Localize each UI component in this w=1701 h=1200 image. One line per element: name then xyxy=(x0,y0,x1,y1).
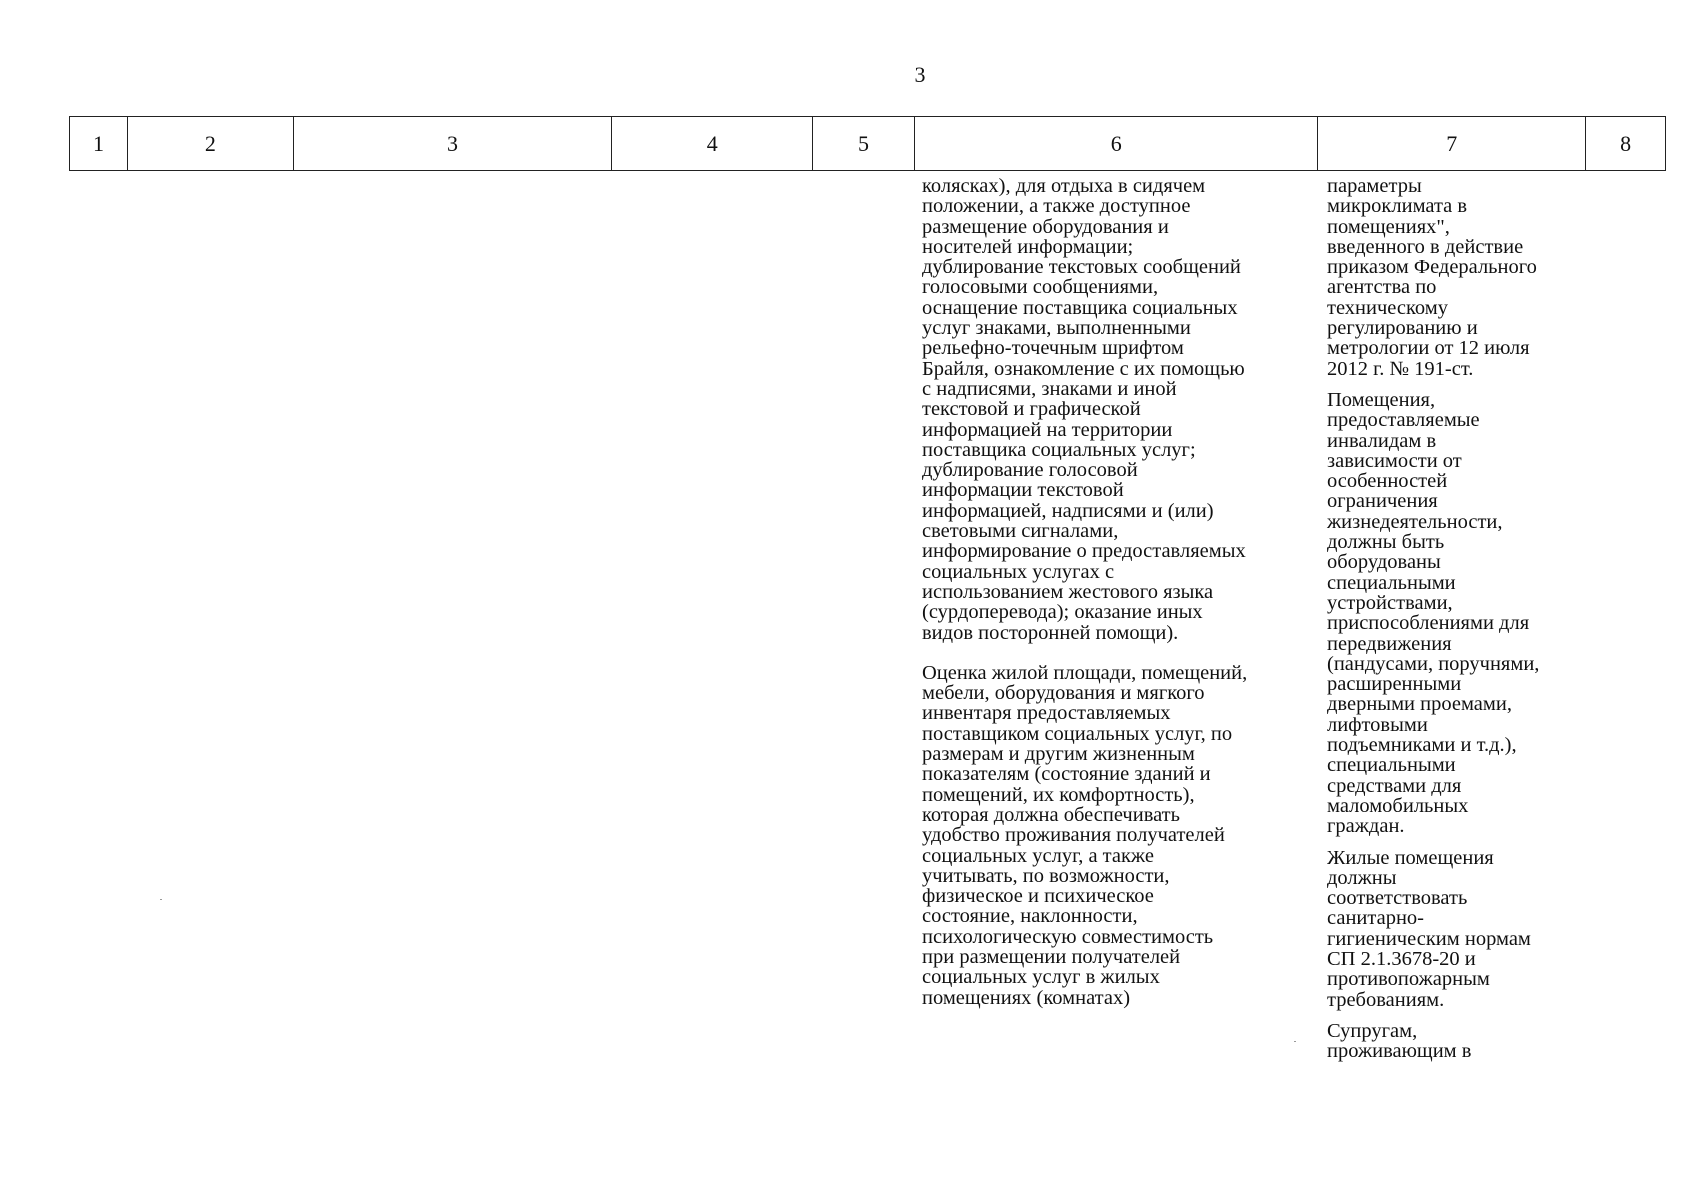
text-line: ограничения xyxy=(1327,490,1438,513)
text-line: метрологии от 12 июля xyxy=(1327,337,1530,360)
text-line: подъемниками и т.д.), xyxy=(1327,734,1517,757)
text-line: состояние, наклонности, xyxy=(922,905,1138,928)
text-line: (сурдоперевода); оказание иных xyxy=(922,601,1203,624)
text-line: введенного в действие xyxy=(1327,235,1524,258)
text-line: противопожарным xyxy=(1327,968,1490,991)
scan-speck xyxy=(1294,1041,1296,1042)
text-line: Оценка жилой площади, помещений, xyxy=(922,661,1248,684)
text-line: удобство проживания получателей xyxy=(922,824,1225,847)
header-cell-7: 7 xyxy=(1318,117,1586,170)
text-line: носителей информации; xyxy=(922,235,1134,258)
text-line: параметры xyxy=(1327,175,1422,197)
text-line: санитарно- xyxy=(1327,907,1424,930)
column-6-text xyxy=(922,176,1322,1028)
text-line: инвентаря предоставляемых xyxy=(922,702,1171,725)
text-line: граждан. xyxy=(1327,815,1405,838)
text-line: текстовой и графической xyxy=(922,398,1141,421)
text-line: требованиям. xyxy=(1327,988,1445,1011)
text-line: должны быть xyxy=(1327,531,1445,554)
text-line: информации текстовой xyxy=(922,479,1124,502)
column-7-text xyxy=(1327,176,1587,1072)
text-line: информацией, надписями и (или) xyxy=(922,499,1214,522)
text-line: социальных услугах с xyxy=(922,560,1115,583)
text-line: которая должна обеспечивать xyxy=(922,803,1180,826)
text-line: приспособлениями для xyxy=(1327,612,1530,635)
paragraph xyxy=(922,176,1322,643)
paragraph xyxy=(1327,176,1587,379)
text-line: колясках), для отдыха в сидячем xyxy=(922,175,1206,197)
text-line: инвалидам в xyxy=(1327,429,1437,452)
paragraph xyxy=(1327,848,1587,1010)
text-line: помещений, их комфортность), xyxy=(922,783,1195,806)
text-line: гигиеническим нормам xyxy=(1327,927,1531,950)
text-line: мебели, оборудования и мягкого xyxy=(922,682,1205,705)
header-cell-1: 1 xyxy=(70,117,128,170)
text-line: специальными xyxy=(1327,754,1456,777)
header-cell-3: 3 xyxy=(294,117,613,170)
text-line: маломобильных xyxy=(1327,794,1469,817)
text-line: жизнедеятельности, xyxy=(1327,510,1503,533)
paragraph xyxy=(922,663,1322,1008)
text-line: световыми сигналами, xyxy=(922,520,1119,543)
scan-speck xyxy=(160,899,162,900)
text-line: дублирование текстовых сообщений xyxy=(922,256,1241,279)
text-line: поставщика социальных услуг; xyxy=(922,438,1196,461)
text-line: регулированию и xyxy=(1327,317,1478,340)
table-header-row xyxy=(69,116,1666,171)
text-line: социальных услуг, а также xyxy=(922,844,1154,867)
text-line: дверными проемами, xyxy=(1327,693,1512,716)
text-line: помещениях", xyxy=(1327,215,1450,238)
text-line: должны xyxy=(1327,866,1397,889)
text-line: проживающим в xyxy=(1327,1040,1472,1063)
header-cell-4: 4 xyxy=(612,117,813,170)
text-line: Помещения, xyxy=(1327,388,1436,411)
text-line: оснащение поставщика социальных xyxy=(922,296,1238,319)
text-line: техническому xyxy=(1327,296,1448,319)
text-line: соответствовать xyxy=(1327,887,1468,910)
paragraph xyxy=(1327,1021,1587,1062)
text-line: зависимости от xyxy=(1327,449,1462,472)
text-line: (пандусами, поручнями, xyxy=(1327,652,1540,675)
text-line: Брайля, ознакомление с их помощью xyxy=(922,357,1245,380)
text-line: психологическую совместимость xyxy=(922,925,1214,948)
text-line: приказом Федерального xyxy=(1327,256,1537,279)
text-line: рельефно-точечным шрифтом xyxy=(922,337,1184,360)
text-line: использованием жестового языка xyxy=(922,580,1214,603)
text-line: информацией на территории xyxy=(922,418,1173,441)
header-cell-6: 6 xyxy=(915,117,1319,170)
text-line: лифтовыми xyxy=(1327,713,1428,736)
text-line: размещение оборудования и xyxy=(922,215,1169,238)
text-line: Супругам, xyxy=(1327,1019,1418,1042)
text-line: микроклимата в xyxy=(1327,195,1468,218)
text-line: особенностей xyxy=(1327,470,1448,493)
text-line: размерам и другим жизненным xyxy=(922,743,1195,766)
text-line: агентства по xyxy=(1327,276,1437,299)
text-line: физическое и психическое xyxy=(922,885,1154,908)
text-line: поставщиком социальных услуг, по xyxy=(922,722,1233,745)
text-line: помещениях (комнатах) xyxy=(922,986,1131,1009)
text-line: СП 2.1.3678-20 и xyxy=(1327,947,1476,970)
text-line: услуг знаками, выполненными xyxy=(922,317,1191,340)
text-line: средствами для xyxy=(1327,774,1462,797)
text-line: расширенными xyxy=(1327,673,1462,696)
text-line: передвижения xyxy=(1327,632,1452,655)
header-cell-2: 2 xyxy=(128,117,294,170)
text-line: 2012 г. № 191-ст. xyxy=(1327,357,1474,380)
text-line: с надписями, знаками и иной xyxy=(922,377,1177,400)
text-line: оборудованы xyxy=(1327,551,1441,574)
text-line: устройствами, xyxy=(1327,591,1453,614)
text-line: информирование о предоставляемых xyxy=(922,540,1246,563)
text-line: при размещении получателей xyxy=(922,945,1181,968)
header-cell-8: 8 xyxy=(1620,130,1632,156)
text-line: голосовыми сообщениями, xyxy=(922,276,1159,299)
text-line: социальных услуг в жилых xyxy=(922,966,1160,989)
text-line: показателям (состояние зданий и xyxy=(922,763,1211,786)
header-cell-5: 5 xyxy=(813,117,915,170)
page-number: 3 xyxy=(914,62,926,87)
text-line: Жилые помещения xyxy=(1327,846,1494,869)
text-line: предоставляемые xyxy=(1327,409,1480,432)
text-line: специальными xyxy=(1327,571,1456,594)
paragraph xyxy=(1327,390,1587,837)
text-line: учитывать, по возможности, xyxy=(922,864,1170,887)
text-line: положении, а также доступное xyxy=(922,195,1191,218)
text-line: видов посторонней помощи). xyxy=(922,621,1179,644)
text-line: дублирование голосовой xyxy=(922,459,1138,482)
